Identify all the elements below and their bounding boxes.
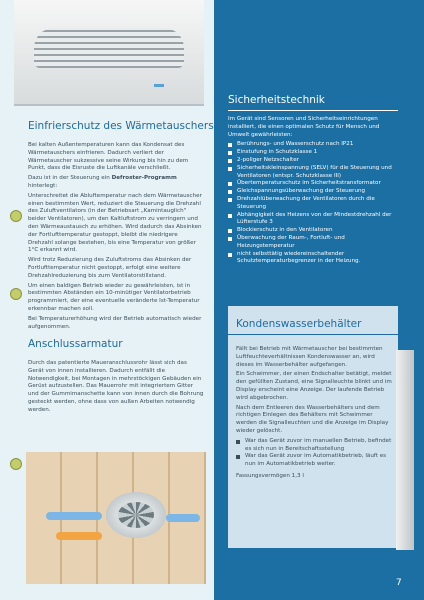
para-anschluss: Durch das patentierte Maueranschlussrohr lässt sich das Gerät von innen installieren. Dadurch entfällt die Notwendigkeit, bei Montagen in mehrstöckigen Gebäuden ein Gerüst aufzustellen. Das Mauerrohr mit integriertem Gitter und der Gummimanschette kann von innen durch die Bohrung gesteckt werden, ohne dass von außen Arbeiten notwendig werden. [28,360,204,413]
para-waermetauscher-6: Bei Temperaturerhöhung wird der Betrieb automatisch wieder aufgenommen. [28,315,202,330]
airflow-arrow-icon [46,512,102,520]
leaf-icon [10,210,22,222]
heading-anschluss: Anschlussarmatur [28,338,123,350]
device-side-photo [396,350,414,550]
airflow-arrow-icon [56,532,102,540]
page-number: 7 [396,578,402,588]
list-item: Blockierschutz in den Ventilatoren [228,227,400,235]
para-sicherheit-intro: Im Gerät sind Sensoren und Sicherheitseinrichtungen installiert, die einen optimalen Schutz für Mensch und Umwelt gewährleisten: [228,116,380,138]
divider [228,334,398,335]
list-item: War das Gerät zuvor im Automatikbetrieb, läuft es nun im Automatikbetrieb weiter. [236,453,392,469]
list-item: Drehzahlüberwachung der Ventilatoren durch die Steuerung [228,196,400,212]
leaf-icon [10,288,22,300]
list-item: nicht selbsttätig wiedereinschaltender Schutztemperaturbegrenzer in der Heizung. [228,251,400,267]
text-waermetauscher [28,142,204,333]
para-waermetauscher-3: Unterschreitet die Abluftemperatur nach dem Wärmetauscher einen bestimmten Wert, reduziert die Steuerung die Drehzahl des Zuluftventilators (in der Betriebsart „Kamintauglich" beider Ventilatoren), um den Kaltluftstrom zu verringern und den Wärmeaustausch zu erhöhen. Wird dadurch das Absinken der Fortlufttemperatur gestoppt, bleibt die niedrigere Drehzahl solange bestehen, bis eine Temperatur von größer 1°C erkannt wird. [28,192,202,254]
list-item: Gleichspannungsüberwachung der Steuerung [228,188,400,196]
text-kondens [236,346,392,483]
para-kondens-3: Nach dem Entleeren des Wasserbehälters und dem richtigen Einlegen des Behälters mit Schwimmer werden die Signalleuchten und die Anzeige im Display wieder gelöscht. [236,404,389,434]
para-kondens-2: Ein Schwimmer, der einen Endschalter betätigt, meldet den gefüllten Zustand, eine Signalleuchte blinkt und im Display erscheint eine Anzeige. Der laufende Betrieb wird abgebrochen. [236,371,392,401]
device-indicator [154,84,164,87]
list-item: Einstufung in Schutzklasse 1 [228,149,400,157]
capacity-text: Fassungsvermögen 1,3 l [236,472,304,479]
wall-connection-illustration [26,452,206,584]
text-anschluss [28,360,204,417]
para-waermetauscher-2: Dazu ist in der Steuerung ein Defroster-Programm hinterlegt: [28,175,177,189]
heading-waermetauscher: Einfrierschutz des Wärmetauschers [28,120,214,132]
list-item: Abhängigkeit des Heizens von der Mindestdrehzahl der Lüfterstufe 3 [228,212,400,228]
para-waermetauscher-5: Um einen baldigen Betrieb wieder zu gewährleisten, ist in bestimmten Abständen ein 10-minütiger Ventilatorbetrieb programmiert, der eine eventuelle veränderte Ist-Temperatur erkennbar machen soll. [28,282,200,312]
list-sicherheit [228,141,400,266]
list-item: Übertemperaturschutz im Sicherheitstransformator [228,180,400,188]
list-item: War das Gerät zuvor im manuellen Betrieb, befindet es sich nun in Bereitschaftsstellung [236,438,392,454]
defroster-label: Defroster-Programm [111,175,177,182]
device-photo [14,0,204,106]
heading-sicherheit: Sicherheitstechnik [228,94,325,106]
leaf-icon [10,458,22,470]
list-item: Sicherheitskleinspannung (SELV) für die Steuerung und Ventilatoren (entspr. Schutzklasse III) [228,165,400,181]
text-sicherheit [228,116,400,266]
heading-kondens: Kondenswasserbehälter [236,318,362,330]
list-item: Überwachung der Raum-, Fortluft- und Heizungstemperatur [228,235,400,251]
divider [228,110,398,111]
fan-icon [118,502,154,528]
para-waermetauscher-1: Bei kalten Außentemperaturen kann das Kondensat des Wärmetauschers einfrieren. Dadurch verliert der Wärmetauscher sukzessive seine Wirkung bis hin zu dem Punkt, dass die Eisruste die Luftkanäle verschließt. [28,142,189,172]
device-grille [34,28,184,68]
list-item: 2-poliger Netzschalter [228,157,400,165]
airflow-arrow-icon [166,514,200,522]
para-waermetauscher-4: Wird trotz Reduzierung des Zuluftstroms das Absinken der Fortlufttemperatur nicht gestoppt, erfolgt eine weitere Drehzahlreduzierung bis zum Ventilatorstillstand. [28,257,192,279]
list-kondens [236,438,392,469]
para-kondens-1: Fällt bei Betrieb mit Wärmetauscher bei bestimmten Luftfeuchteverhältnissen Kondenswasser an, wird dieses im Wasserbehälter aufgefangen. [236,346,383,368]
list-item: Berührungs- und Wasserschutz nach IP21 [228,141,400,149]
